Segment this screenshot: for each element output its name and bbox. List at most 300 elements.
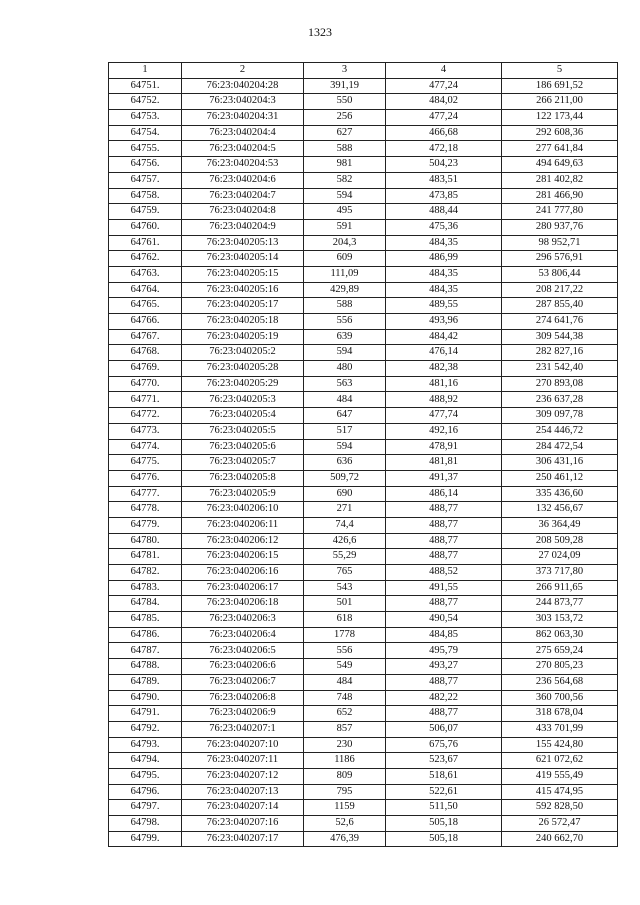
row-number-cell: 64767. <box>109 329 182 345</box>
area-cell: 594 <box>304 345 386 361</box>
area-cell: 501 <box>304 596 386 612</box>
value-cell: 280 937,76 <box>502 219 618 235</box>
row-number-cell: 64775. <box>109 455 182 471</box>
area-cell: 556 <box>304 643 386 659</box>
rate-cell: 488,77 <box>386 502 502 518</box>
area-cell: 588 <box>304 141 386 157</box>
table-row <box>109 768 618 784</box>
cadastral-number-cell: 76:23:040205:6 <box>182 439 304 455</box>
row-number-cell: 64788. <box>109 659 182 675</box>
area-cell: 476,39 <box>304 831 386 847</box>
value-cell: 208 217,22 <box>502 282 618 298</box>
rate-cell: 505,18 <box>386 831 502 847</box>
rate-cell: 522,61 <box>386 784 502 800</box>
row-number-cell: 64777. <box>109 486 182 502</box>
table-row <box>109 204 618 220</box>
cadastral-number-cell: 76:23:040207:1 <box>182 721 304 737</box>
area-cell: 647 <box>304 408 386 424</box>
cadastral-number-cell: 76:23:040204:8 <box>182 204 304 220</box>
cadastral-number-cell: 76:23:040206:3 <box>182 612 304 628</box>
area-cell: 550 <box>304 94 386 110</box>
value-cell: 281 466,90 <box>502 188 618 204</box>
value-cell: 36 364,49 <box>502 517 618 533</box>
row-number-cell: 64795. <box>109 768 182 784</box>
rate-cell: 484,02 <box>386 94 502 110</box>
area-cell: 795 <box>304 784 386 800</box>
table-row <box>109 188 618 204</box>
rate-cell: 488,52 <box>386 565 502 581</box>
cadastral-number-cell: 76:23:040206:12 <box>182 533 304 549</box>
table-row <box>109 141 618 157</box>
table-row <box>109 753 618 769</box>
value-cell: 155 424,80 <box>502 737 618 753</box>
rate-cell: 466,68 <box>386 125 502 141</box>
rate-cell: 488,77 <box>386 517 502 533</box>
cadastral-number-cell: 76:23:040206:17 <box>182 580 304 596</box>
area-cell: 271 <box>304 502 386 518</box>
table-row <box>109 408 618 424</box>
rate-cell: 484,35 <box>386 266 502 282</box>
rate-cell: 477,24 <box>386 78 502 94</box>
value-cell: 309 097,78 <box>502 408 618 424</box>
value-cell: 419 555,49 <box>502 768 618 784</box>
column-header-3: 3 <box>304 63 386 79</box>
cadastral-number-cell: 76:23:040206:15 <box>182 549 304 565</box>
row-number-cell: 64778. <box>109 502 182 518</box>
row-number-cell: 64781. <box>109 549 182 565</box>
table-row <box>109 784 618 800</box>
cadastral-number-cell: 76:23:040205:8 <box>182 470 304 486</box>
cadastral-number-cell: 76:23:040206:9 <box>182 706 304 722</box>
value-cell: 250 461,12 <box>502 470 618 486</box>
row-number-cell: 64773. <box>109 423 182 439</box>
value-cell: 296 576,91 <box>502 251 618 267</box>
row-number-cell: 64751. <box>109 78 182 94</box>
row-number-cell: 64756. <box>109 157 182 173</box>
cadastral-number-cell: 76:23:040206:8 <box>182 690 304 706</box>
page-number: 1323 <box>308 25 332 39</box>
cadastral-number-cell: 76:23:040204:53 <box>182 157 304 173</box>
area-cell: 588 <box>304 298 386 314</box>
rate-cell: 495,79 <box>386 643 502 659</box>
cadastral-number-cell: 76:23:040206:18 <box>182 596 304 612</box>
area-cell: 627 <box>304 125 386 141</box>
row-number-cell: 64754. <box>109 125 182 141</box>
table-row <box>109 94 618 110</box>
cadastral-number-cell: 76:23:040205:17 <box>182 298 304 314</box>
table-row <box>109 502 618 518</box>
table-row <box>109 533 618 549</box>
area-cell: 857 <box>304 721 386 737</box>
cadastral-number-cell: 76:23:040204:28 <box>182 78 304 94</box>
table-row <box>109 345 618 361</box>
area-cell: 690 <box>304 486 386 502</box>
row-number-cell: 64794. <box>109 753 182 769</box>
table-row <box>109 517 618 533</box>
value-cell: 292 608,36 <box>502 125 618 141</box>
row-number-cell: 64786. <box>109 627 182 643</box>
cadastral-number-cell: 76:23:040204:7 <box>182 188 304 204</box>
table-row <box>109 235 618 251</box>
rate-cell: 511,50 <box>386 800 502 816</box>
table-row <box>109 251 618 267</box>
table-row <box>109 721 618 737</box>
table-row <box>109 486 618 502</box>
table-row <box>109 157 618 173</box>
value-cell: 309 544,38 <box>502 329 618 345</box>
rate-cell: 483,51 <box>386 172 502 188</box>
area-cell: 582 <box>304 172 386 188</box>
row-number-cell: 64799. <box>109 831 182 847</box>
cadastral-number-cell: 76:23:040205:7 <box>182 455 304 471</box>
cadastral-number-cell: 76:23:040207:11 <box>182 753 304 769</box>
row-number-cell: 64797. <box>109 800 182 816</box>
table-row <box>109 392 618 408</box>
rate-cell: 504,23 <box>386 157 502 173</box>
value-cell: 277 641,84 <box>502 141 618 157</box>
rate-cell: 488,77 <box>386 706 502 722</box>
row-number-cell: 64791. <box>109 706 182 722</box>
cadastral-number-cell: 76:23:040206:5 <box>182 643 304 659</box>
table-row <box>109 612 618 628</box>
row-number-cell: 64757. <box>109 172 182 188</box>
value-cell: 592 828,50 <box>502 800 618 816</box>
table-row <box>109 831 618 847</box>
value-cell: 270 893,08 <box>502 376 618 392</box>
table-row <box>109 361 618 377</box>
value-cell: 318 678,04 <box>502 706 618 722</box>
value-cell: 287 855,40 <box>502 298 618 314</box>
rate-cell: 476,14 <box>386 345 502 361</box>
area-cell: 748 <box>304 690 386 706</box>
value-cell: 433 701,99 <box>502 721 618 737</box>
row-number-cell: 64770. <box>109 376 182 392</box>
table-row <box>109 282 618 298</box>
rate-cell: 481,16 <box>386 376 502 392</box>
area-cell: 429,89 <box>304 282 386 298</box>
rate-cell: 481,81 <box>386 455 502 471</box>
row-number-cell: 64764. <box>109 282 182 298</box>
rate-cell: 493,96 <box>386 314 502 330</box>
value-cell: 27 024,09 <box>502 549 618 565</box>
cadastral-number-cell: 76:23:040205:4 <box>182 408 304 424</box>
table-row <box>109 643 618 659</box>
rate-cell: 488,44 <box>386 204 502 220</box>
row-number-cell: 64774. <box>109 439 182 455</box>
row-number-cell: 64753. <box>109 110 182 126</box>
cadastral-number-cell: 76:23:040205:19 <box>182 329 304 345</box>
area-cell: 111,09 <box>304 266 386 282</box>
rate-cell: 488,77 <box>386 596 502 612</box>
cadastral-number-cell: 76:23:040204:5 <box>182 141 304 157</box>
column-header-4: 4 <box>386 63 502 79</box>
row-number-cell: 64780. <box>109 533 182 549</box>
table-row <box>109 706 618 722</box>
value-cell: 122 173,44 <box>502 110 618 126</box>
cadastral-number-cell: 76:23:040205:2 <box>182 345 304 361</box>
cadastral-number-cell: 76:23:040206:11 <box>182 517 304 533</box>
area-cell: 543 <box>304 580 386 596</box>
rate-cell: 477,74 <box>386 408 502 424</box>
table-row <box>109 78 618 94</box>
rate-cell: 488,92 <box>386 392 502 408</box>
cadastral-number-cell: 76:23:040204:3 <box>182 94 304 110</box>
rate-cell: 484,35 <box>386 282 502 298</box>
row-number-cell: 64761. <box>109 235 182 251</box>
area-cell: 981 <box>304 157 386 173</box>
rate-cell: 472,18 <box>386 141 502 157</box>
area-cell: 426,6 <box>304 533 386 549</box>
area-cell: 618 <box>304 612 386 628</box>
row-number-cell: 64752. <box>109 94 182 110</box>
rate-cell: 488,77 <box>386 674 502 690</box>
row-number-cell: 64785. <box>109 612 182 628</box>
row-number-cell: 64771. <box>109 392 182 408</box>
area-cell: 1159 <box>304 800 386 816</box>
row-number-cell: 64759. <box>109 204 182 220</box>
row-number-cell: 64793. <box>109 737 182 753</box>
table-row <box>109 219 618 235</box>
area-cell: 594 <box>304 439 386 455</box>
table-row <box>109 172 618 188</box>
value-cell: 266 211,00 <box>502 94 618 110</box>
table-row <box>109 455 618 471</box>
table-row <box>109 125 618 141</box>
cadastral-number-cell: 76:23:040204:9 <box>182 219 304 235</box>
area-cell: 52,6 <box>304 816 386 832</box>
area-cell: 204,3 <box>304 235 386 251</box>
column-header-1: 1 <box>109 63 182 79</box>
rate-cell: 473,85 <box>386 188 502 204</box>
cadastral-number-cell: 76:23:040205:5 <box>182 423 304 439</box>
cadastral-number-cell: 76:23:040207:12 <box>182 768 304 784</box>
area-cell: 484 <box>304 674 386 690</box>
cadastral-number-cell: 76:23:040207:10 <box>182 737 304 753</box>
cadastral-number-cell: 76:23:040205:15 <box>182 266 304 282</box>
value-cell: 415 474,95 <box>502 784 618 800</box>
table-row <box>109 580 618 596</box>
table-row <box>109 314 618 330</box>
table-row <box>109 298 618 314</box>
table-row <box>109 329 618 345</box>
value-cell: 281 402,82 <box>502 172 618 188</box>
value-cell: 53 806,44 <box>502 266 618 282</box>
area-cell: 563 <box>304 376 386 392</box>
table-row <box>109 423 618 439</box>
area-cell: 1186 <box>304 753 386 769</box>
row-number-cell: 64758. <box>109 188 182 204</box>
value-cell: 275 659,24 <box>502 643 618 659</box>
rate-cell: 482,22 <box>386 690 502 706</box>
value-cell: 862 063,30 <box>502 627 618 643</box>
value-cell: 240 662,70 <box>502 831 618 847</box>
cadastral-number-cell: 76:23:040207:13 <box>182 784 304 800</box>
table-row <box>109 470 618 486</box>
area-cell: 484 <box>304 392 386 408</box>
value-cell: 335 436,60 <box>502 486 618 502</box>
area-cell: 639 <box>304 329 386 345</box>
value-cell: 98 952,71 <box>502 235 618 251</box>
cadastral-number-cell: 76:23:040205:29 <box>182 376 304 392</box>
table-row <box>109 266 618 282</box>
row-number-cell: 64776. <box>109 470 182 486</box>
row-number-cell: 64790. <box>109 690 182 706</box>
area-cell: 594 <box>304 188 386 204</box>
table-row <box>109 596 618 612</box>
rate-cell: 493,27 <box>386 659 502 675</box>
area-cell: 495 <box>304 204 386 220</box>
table-row <box>109 110 618 126</box>
value-cell: 284 472,54 <box>502 439 618 455</box>
row-number-cell: 64783. <box>109 580 182 596</box>
row-number-cell: 64768. <box>109 345 182 361</box>
area-cell: 256 <box>304 110 386 126</box>
row-number-cell: 64784. <box>109 596 182 612</box>
area-cell: 230 <box>304 737 386 753</box>
value-cell: 186 691,52 <box>502 78 618 94</box>
area-cell: 480 <box>304 361 386 377</box>
rate-cell: 489,55 <box>386 298 502 314</box>
cadastral-number-cell: 76:23:040205:18 <box>182 314 304 330</box>
value-cell: 132 456,67 <box>502 502 618 518</box>
cadastral-number-cell: 76:23:040206:6 <box>182 659 304 675</box>
row-number-cell: 64782. <box>109 565 182 581</box>
rate-cell: 491,37 <box>386 470 502 486</box>
table-row <box>109 690 618 706</box>
row-number-cell: 64766. <box>109 314 182 330</box>
rate-cell: 506,07 <box>386 721 502 737</box>
rate-cell: 478,91 <box>386 439 502 455</box>
row-number-cell: 64765. <box>109 298 182 314</box>
area-cell: 391,19 <box>304 78 386 94</box>
value-cell: 26 572,47 <box>502 816 618 832</box>
row-number-cell: 64792. <box>109 721 182 737</box>
table-row <box>109 627 618 643</box>
table-row <box>109 816 618 832</box>
cadastral-number-cell: 76:23:040204:6 <box>182 172 304 188</box>
rate-cell: 490,54 <box>386 612 502 628</box>
value-cell: 254 446,72 <box>502 423 618 439</box>
cadastral-number-cell: 76:23:040207:17 <box>182 831 304 847</box>
cadastral-number-cell: 76:23:040204:31 <box>182 110 304 126</box>
cadastral-number-cell: 76:23:040205:28 <box>182 361 304 377</box>
value-cell: 373 717,80 <box>502 565 618 581</box>
table-row <box>109 674 618 690</box>
value-cell: 236 637,28 <box>502 392 618 408</box>
column-header-5: 5 <box>502 63 618 79</box>
table-row <box>109 439 618 455</box>
area-cell: 55,29 <box>304 549 386 565</box>
rate-cell: 486,99 <box>386 251 502 267</box>
row-number-cell: 64755. <box>109 141 182 157</box>
value-cell: 621 072,62 <box>502 753 618 769</box>
area-cell: 609 <box>304 251 386 267</box>
rate-cell: 505,18 <box>386 816 502 832</box>
row-number-cell: 64769. <box>109 361 182 377</box>
area-cell: 636 <box>304 455 386 471</box>
table-row <box>109 737 618 753</box>
area-cell: 809 <box>304 768 386 784</box>
cadastral-number-cell: 76:23:040206:10 <box>182 502 304 518</box>
area-cell: 591 <box>304 219 386 235</box>
value-cell: 241 777,80 <box>502 204 618 220</box>
area-cell: 549 <box>304 659 386 675</box>
row-number-cell: 64772. <box>109 408 182 424</box>
cadastral-number-cell: 76:23:040207:14 <box>182 800 304 816</box>
area-cell: 652 <box>304 706 386 722</box>
cadastral-number-cell: 76:23:040206:16 <box>182 565 304 581</box>
table-row <box>109 565 618 581</box>
cadastral-number-cell: 76:23:040204:4 <box>182 125 304 141</box>
rate-cell: 484,35 <box>386 235 502 251</box>
cadastral-number-cell: 76:23:040205:14 <box>182 251 304 267</box>
rate-cell: 518,61 <box>386 768 502 784</box>
area-cell: 1778 <box>304 627 386 643</box>
cadastral-number-cell: 76:23:040205:9 <box>182 486 304 502</box>
rate-cell: 492,16 <box>386 423 502 439</box>
cadastral-number-cell: 76:23:040206:4 <box>182 627 304 643</box>
row-number-cell: 64796. <box>109 784 182 800</box>
value-cell: 360 700,56 <box>502 690 618 706</box>
cadastral-number-cell: 76:23:040205:13 <box>182 235 304 251</box>
cadastral-number-cell: 76:23:040207:16 <box>182 816 304 832</box>
column-header-2: 2 <box>182 63 304 79</box>
row-number-cell: 64779. <box>109 517 182 533</box>
table-row <box>109 800 618 816</box>
rate-cell: 675,76 <box>386 737 502 753</box>
value-cell: 208 509,28 <box>502 533 618 549</box>
area-cell: 765 <box>304 565 386 581</box>
cadastral-number-cell: 76:23:040206:7 <box>182 674 304 690</box>
value-cell: 282 827,16 <box>502 345 618 361</box>
table-row <box>109 549 618 565</box>
table-body <box>109 78 618 847</box>
area-cell: 517 <box>304 423 386 439</box>
rate-cell: 486,14 <box>386 486 502 502</box>
row-number-cell: 64798. <box>109 816 182 832</box>
row-number-cell: 64762. <box>109 251 182 267</box>
rate-cell: 482,38 <box>386 361 502 377</box>
rate-cell: 475,36 <box>386 219 502 235</box>
row-number-cell: 64760. <box>109 219 182 235</box>
value-cell: 306 431,16 <box>502 455 618 471</box>
table-row <box>109 376 618 392</box>
data-table <box>108 62 618 847</box>
row-number-cell: 64789. <box>109 674 182 690</box>
rate-cell: 484,85 <box>386 627 502 643</box>
value-cell: 303 153,72 <box>502 612 618 628</box>
header-row <box>109 63 618 79</box>
rate-cell: 491,55 <box>386 580 502 596</box>
row-number-cell: 64787. <box>109 643 182 659</box>
value-cell: 231 542,40 <box>502 361 618 377</box>
rate-cell: 523,67 <box>386 753 502 769</box>
value-cell: 494 649,63 <box>502 157 618 173</box>
value-cell: 274 641,76 <box>502 314 618 330</box>
rate-cell: 477,24 <box>386 110 502 126</box>
rate-cell: 488,77 <box>386 533 502 549</box>
table-row <box>109 659 618 675</box>
row-number-cell: 64763. <box>109 266 182 282</box>
cadastral-number-cell: 76:23:040205:3 <box>182 392 304 408</box>
rate-cell: 488,77 <box>386 549 502 565</box>
value-cell: 236 564,68 <box>502 674 618 690</box>
area-cell: 509,72 <box>304 470 386 486</box>
value-cell: 266 911,65 <box>502 580 618 596</box>
rate-cell: 484,42 <box>386 329 502 345</box>
area-cell: 74,4 <box>304 517 386 533</box>
value-cell: 244 873,77 <box>502 596 618 612</box>
